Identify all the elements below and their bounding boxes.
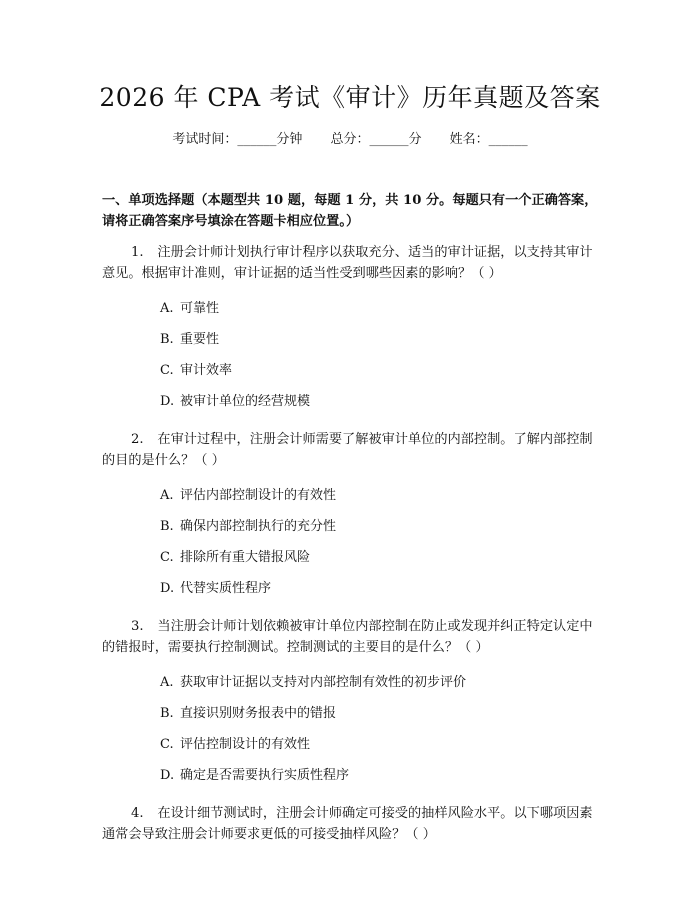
option-text: 排除所有重大错报风险 bbox=[180, 550, 311, 565]
section-heading: 一、单项选择题（本题型共 10 题，每题 1 分，共 10 分。每题只有一个正确答案，请将正确答案序号填涂在答题卡相应位置。） bbox=[102, 193, 598, 229]
option-a bbox=[160, 299, 604, 330]
question-4 bbox=[102, 803, 604, 845]
option-text: 代替实质性程序 bbox=[180, 581, 272, 596]
option-text: 重要性 bbox=[180, 332, 220, 347]
option-letter: C. bbox=[160, 363, 174, 378]
page-title: 2026 年 CPA 考试《审计》历年真题及答案 bbox=[99, 83, 601, 112]
option-text: 评估控制设计的有效性 bbox=[180, 737, 311, 752]
question-2-options bbox=[102, 486, 604, 610]
question-text: 在审计过程中，注册会计师需要了解被审计单位的内部控制。了解内部控制的目的是什么？（ ） bbox=[102, 432, 593, 468]
option-letter: C. bbox=[160, 550, 174, 565]
option-text: 确定是否需要执行实质性程序 bbox=[180, 768, 350, 783]
option-c bbox=[160, 361, 604, 392]
exam-info-line bbox=[0, 130, 700, 150]
option-c bbox=[160, 735, 604, 766]
option-b bbox=[160, 330, 604, 361]
option-letter: D. bbox=[160, 768, 175, 783]
question-3 bbox=[102, 616, 604, 658]
total-score-field: 总分：______分 bbox=[330, 132, 422, 147]
question-number: 1. bbox=[131, 245, 144, 260]
option-b bbox=[160, 704, 604, 735]
question-1-options bbox=[102, 299, 604, 423]
option-a bbox=[160, 486, 604, 517]
option-text: 评估内部控制设计的有效性 bbox=[180, 488, 337, 503]
option-letter: A. bbox=[160, 488, 174, 503]
option-text: 审计效率 bbox=[180, 363, 233, 378]
question-text: 当注册会计师计划依赖被审计单位内部控制在防止或发现并纠正特定认定中的错报时，需要执行控制测试。控制测试的主要目的是什么？（ ） bbox=[102, 619, 593, 655]
option-letter: D. bbox=[160, 581, 175, 596]
option-text: 被审计单位的经营规模 bbox=[180, 394, 311, 409]
option-letter: C. bbox=[160, 737, 174, 752]
option-letter: B. bbox=[160, 519, 174, 534]
question-number: 4. bbox=[131, 806, 144, 821]
option-text: 确保内部控制执行的充分性 bbox=[180, 519, 337, 534]
option-d bbox=[160, 579, 604, 610]
option-d bbox=[160, 392, 604, 423]
question-2 bbox=[102, 429, 604, 471]
option-c bbox=[160, 548, 604, 579]
question-text: 在设计细节测试时，注册会计师确定可接受的抽样风险水平。以下哪项因素通常会导致注册会计师要求更低的可接受抽样风险？（ ） bbox=[102, 806, 593, 842]
student-name-field: 姓名：______ bbox=[449, 132, 528, 147]
option-b bbox=[160, 517, 604, 548]
exam-content bbox=[102, 190, 604, 860]
question-number: 3. bbox=[131, 619, 144, 634]
option-letter: D. bbox=[160, 394, 175, 409]
option-text: 直接识别财务报表中的错报 bbox=[180, 706, 337, 721]
option-d bbox=[160, 766, 604, 797]
question-number: 2. bbox=[131, 432, 144, 447]
option-letter: B. bbox=[160, 706, 174, 721]
question-text: 注册会计师计划执行审计程序以获取充分、适当的审计证据，以支持其审计意见。根据审计准则，审计证据的适当性受到哪些因素的影响？（ ） bbox=[102, 245, 593, 281]
option-text: 获取审计证据以支持对内部控制有效性的初步评价 bbox=[180, 675, 467, 690]
option-letter: A. bbox=[160, 675, 174, 690]
option-letter: A. bbox=[160, 301, 174, 316]
exam-time-field: 考试时间：______分钟 bbox=[172, 132, 303, 147]
question-1 bbox=[102, 242, 604, 284]
option-letter: B. bbox=[160, 332, 174, 347]
option-text: 可靠性 bbox=[180, 301, 220, 316]
question-3-options bbox=[102, 673, 604, 797]
option-a bbox=[160, 673, 604, 704]
